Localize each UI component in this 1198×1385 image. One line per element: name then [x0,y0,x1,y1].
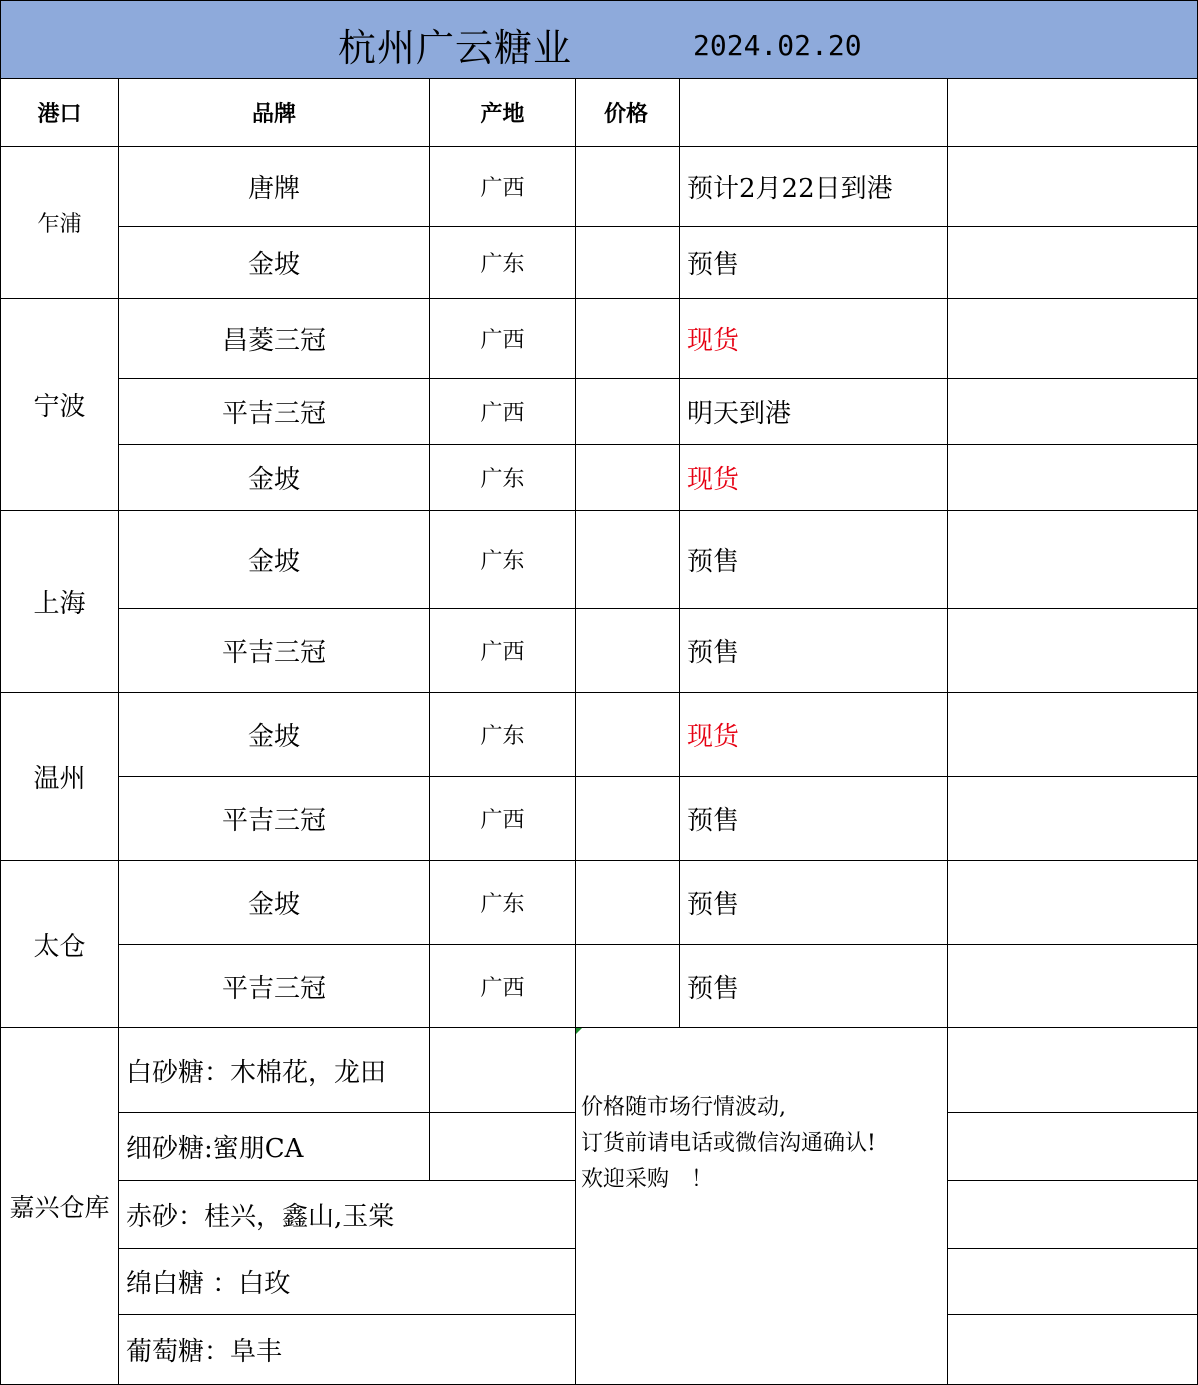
note-line: 欢迎采购 ！ [581,1167,714,1192]
origin-cell: 广东 [430,445,576,511]
extra-cell [948,227,1198,299]
title-bar [0,0,1198,79]
extra-cell [948,1113,1198,1181]
extra-cell [948,945,1198,1028]
origin-cell: 广西 [430,777,576,861]
brand-cell: 平吉三冠 [119,379,430,445]
status-cell: 预计2月22日到港 [680,147,948,227]
header-port: 港口 [0,79,119,147]
price-cell [576,379,680,445]
warehouse-name [0,1028,119,1385]
extra-cell [948,1249,1198,1315]
origin-cell: 广西 [430,945,576,1028]
extra-cell [948,693,1198,777]
price-cell [576,445,680,511]
price-cell [576,693,680,777]
extra-cell [948,1028,1198,1113]
header-price: 价格 [576,79,680,147]
extra-cell [948,445,1198,511]
extra-cell [948,379,1198,445]
status-cell: 预售 [680,609,948,693]
status-cell: 现货 [680,445,948,511]
port-name: 乍浦 [0,147,119,299]
origin-cell: 广东 [430,861,576,945]
comment-marker-icon [576,1028,582,1034]
origin-cell: 广东 [430,227,576,299]
warehouse-label: 嘉兴仓库 [9,1193,110,1222]
extra-cell [948,511,1198,609]
brand-cell: 唐牌 [119,147,430,227]
origin-cell: 广西 [430,379,576,445]
note-box [576,1028,948,1385]
extra-cell [948,609,1198,693]
note-text [581,1090,876,1198]
product-row: 细砂糖:蜜朋CA [119,1113,430,1181]
origin-cell: 广西 [430,147,576,227]
price-cell [576,861,680,945]
brand-cell: 平吉三冠 [119,777,430,861]
product-row: 白砂糖：木棉花，龙田 [119,1028,430,1113]
brand-cell: 平吉三冠 [119,945,430,1028]
note-line: 价格随市场行情波动, [581,1095,786,1120]
status-cell: 预售 [680,777,948,861]
extra-cell [948,861,1198,945]
status-cell: 预售 [680,861,948,945]
port-name: 上海 [0,511,119,693]
origin-cell: 广东 [430,511,576,609]
price-cell [576,227,680,299]
port-name: 宁波 [0,299,119,511]
port-name: 太仓 [0,861,119,1028]
extra-cell [948,147,1198,227]
status-cell: 预售 [680,511,948,609]
price-cell [576,147,680,227]
brand-cell: 金坡 [119,445,430,511]
brand-cell: 金坡 [119,861,430,945]
brand-cell: 金坡 [119,511,430,609]
header-status [680,79,948,147]
price-cell [576,945,680,1028]
sheet-date: 2024.02.20 [693,29,862,62]
extra-cell [948,777,1198,861]
status-cell: 现货 [680,693,948,777]
header-brand: 品牌 [119,79,430,147]
brand-cell: 金坡 [119,227,430,299]
extra-cell [948,1315,1198,1385]
header-extra [948,79,1198,147]
header-origin: 产地 [430,79,576,147]
product-row: 赤砂：桂兴，鑫山,玉棠 [119,1181,576,1249]
extra-cell [948,299,1198,379]
product-blank [430,1028,576,1113]
brand-cell: 昌菱三冠 [119,299,430,379]
product-row: 葡萄糖：阜丰 [119,1315,576,1385]
brand-cell: 平吉三冠 [119,609,430,693]
company-title: 杭州广云糖业 [338,26,573,70]
origin-cell: 广东 [430,693,576,777]
status-cell: 预售 [680,945,948,1028]
brand-cell: 金坡 [119,693,430,777]
status-cell: 明天到港 [680,379,948,445]
price-cell [576,609,680,693]
product-blank [430,1113,576,1181]
port-name: 温州 [0,693,119,861]
status-cell: 现货 [680,299,948,379]
price-cell [576,777,680,861]
origin-cell: 广西 [430,299,576,379]
product-row: 绵白糖 ：白玫 [119,1249,576,1315]
extra-cell [948,1181,1198,1249]
origin-cell: 广西 [430,609,576,693]
price-cell [576,299,680,379]
status-cell: 预售 [680,227,948,299]
note-line: 订货前请电话或微信沟通确认! [581,1131,876,1156]
price-cell [576,511,680,609]
